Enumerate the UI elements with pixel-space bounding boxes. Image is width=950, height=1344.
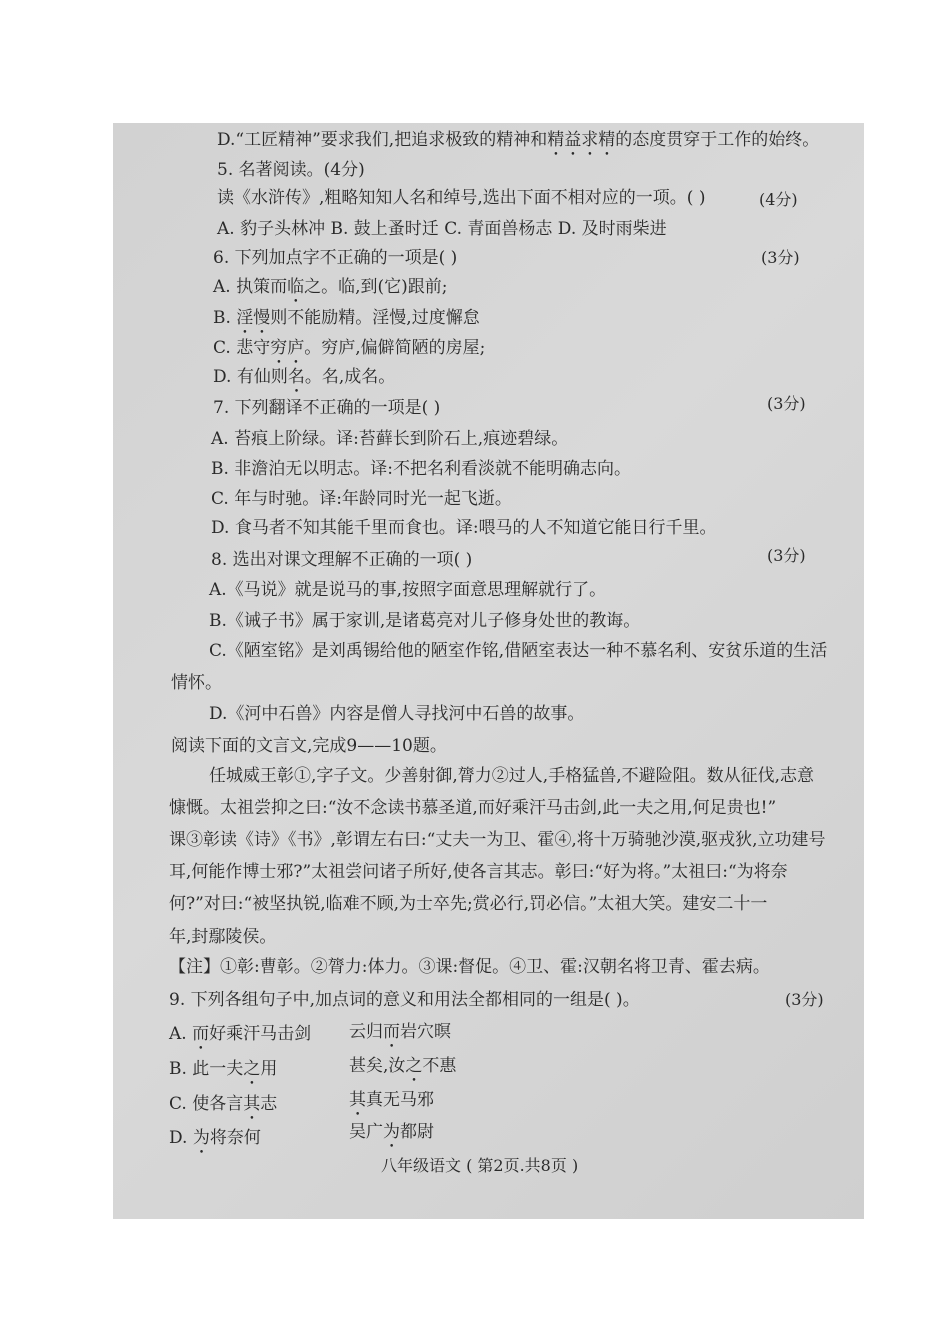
q9-option-b-left: B. 此一夫之用 (169, 1059, 278, 1079)
passage-notes: 【注】①彰:曹彰。②膂力:体力。③课:督促。④卫、霍:汉朝名将卫青、霍去病。 (169, 957, 770, 977)
passage-line-2: 慷慨。太祖尝抑之曰:“汝不念读书慕圣道,而好乘汗马击剑,此一夫之用,何足贵也!” (169, 798, 777, 818)
q7-stem: 7. 下列翻译不正确的一项是( ) (213, 398, 441, 418)
q6-option-d: D. 有仙则名。名,成名。 (213, 367, 396, 387)
q4-option-d: D.“工匠精神”要求我们,把追求极致的精神和精益求精的态度贯穿于工作的始终。 (217, 130, 820, 150)
exam-page-photo (113, 123, 864, 1219)
passage-line-6: 年,封鄢陵侯。 (169, 927, 277, 947)
q6-stem: 6. 下列加点字不正确的一项是( ) (213, 248, 458, 268)
q9-option-c-left: C. 使各言其志 (169, 1094, 278, 1114)
q7-option-d: D. 食马者不知其能千里而食也。译:喂马的人不知道它能日行千里。 (211, 518, 717, 538)
q7-option-b: B. 非澹泊无以明志。译:不把名利看淡就不能明确志向。 (211, 459, 632, 479)
q7-option-a: A. 苔痕上阶绿。译:苔藓长到阶石上,痕迹碧绿。 (211, 429, 569, 449)
q9-option-d-left: D. 为将奈何 (169, 1128, 261, 1148)
q9-points: (3分) (785, 990, 824, 1009)
q8-option-d: D.《河中石兽》内容是僧人寻找河中石兽的故事。 (209, 704, 585, 724)
q9-option-c-right: 其真无马邪 (349, 1090, 434, 1110)
passage-line-3: 课③彰读《诗》《书》,彰谓左右曰:“丈夫一为卫、霍④,将十万骑驰沙漠,驱戎狄,立功建号 (169, 830, 826, 850)
q6-option-b: B. 淫慢则不能励精。淫慢,过度懈怠 (213, 308, 480, 328)
q5-options: A. 豹子头林冲 B. 鼓上蚤时迁 C. 青面兽杨志 D. 及时雨柴进 (217, 219, 667, 239)
q6-points: (3分) (761, 248, 800, 267)
q8-option-a: A.《马说》就是说马的事,按照字面意思理解就行了。 (209, 580, 607, 600)
passage-line-4: 耳,何能作博士邪?”太祖尝问诸子所好,使各言其志。彰曰:“好为将。”太祖曰:“为将奈 (169, 862, 788, 882)
reading-intro: 阅读下面的文言文,完成9——10题。 (171, 736, 447, 756)
q6-option-c: C. 悲守穷庐。穷庐,偏僻简陋的房屋; (213, 338, 486, 358)
q8-option-c: C.《陋室铭》是刘禹锡给他的陋室作铭,借陋室表达一种不慕名利、安贫乐道的生活 (209, 641, 828, 661)
q8-option-b: B.《诫子书》属于家训,是诸葛亮对儿子修身处世的教诲。 (209, 611, 641, 631)
q8-points: (3分) (767, 546, 806, 565)
q8-stem: 8. 选出对课文理解不正确的一项( ) (211, 550, 473, 570)
q8-option-c-cont: 情怀。 (171, 673, 222, 693)
q9-option-a-right: 云归而岩穴暝 (349, 1022, 451, 1042)
q9-option-d-right: 吴广为都尉 (349, 1122, 434, 1142)
q9-option-a-left: A. 而好乘汗马击剑 (169, 1024, 312, 1044)
q7-option-c: C. 年与时驰。译:年龄同时光一起飞逝。 (211, 489, 512, 509)
q9-option-b-right: 甚矣,汝之不惠 (349, 1056, 457, 1076)
q9-stem: 9. 下列各组句子中,加点词的意义和用法全都相同的一组是( )。 (169, 990, 640, 1010)
q5-points: (4分) (759, 190, 798, 209)
page-footer: 八年级语文 ( 第2页.共8页 ) (381, 1156, 579, 1175)
passage-line-5: 何?”对曰:“被坚执锐,临难不顾,为士卒先;赏必行,罚必信。”太祖大笑。建安二十一 (169, 894, 768, 914)
q7-points: (3分) (767, 394, 806, 413)
q5-title: 5. 名著阅读。(4分) (217, 160, 365, 180)
passage-line-1: 任城威王彰①,字子文。少善射御,膂力②过人,手格猛兽,不避险阻。数从征伐,志意 (209, 766, 815, 786)
q5-stem: 读《水浒传》,粗略知知人名和绰号,选出下面不相对应的一项。( ) (217, 188, 706, 208)
q6-option-a: A. 执策而临之。临,到(它)跟前; (213, 277, 448, 297)
